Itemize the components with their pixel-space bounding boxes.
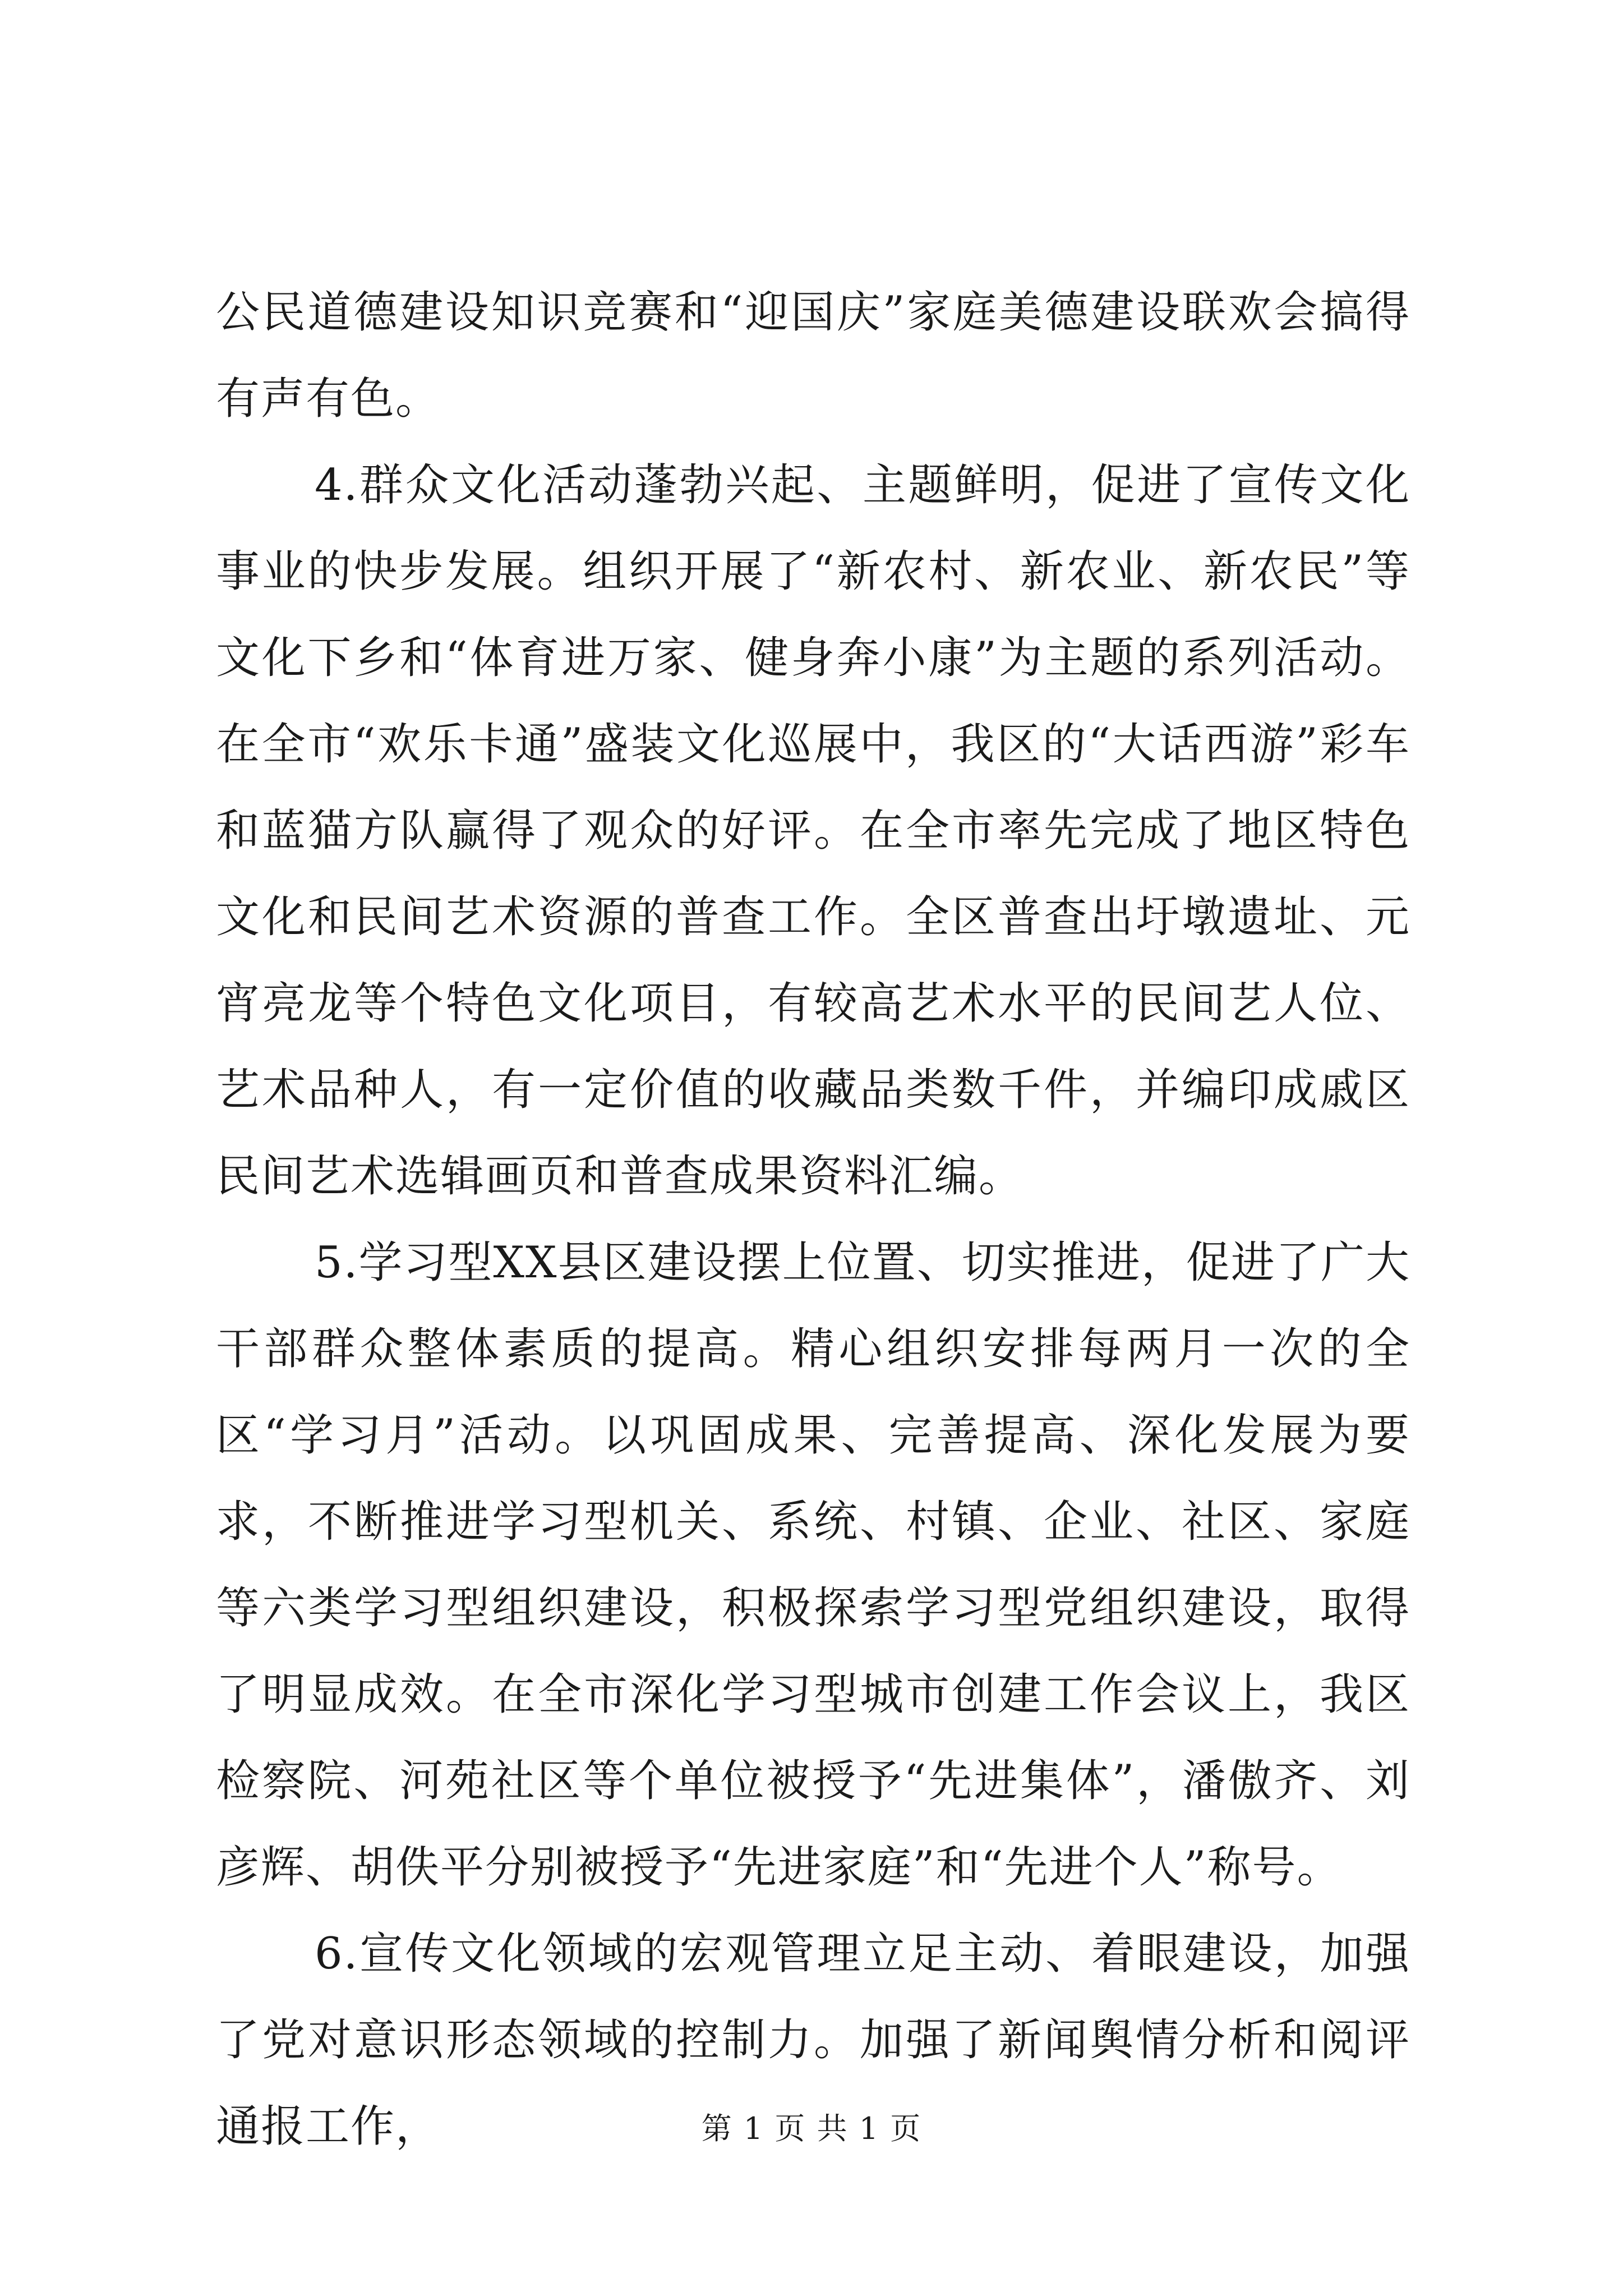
paragraph-item-4: 4.群众文化活动蓬勃兴起、主题鲜明，促进了宣传文化事业的快步发展。组织开展了“新农村、新农业、新农民”等文化下乡和“体育进万家、健身奔小康”为主题的系列活动。在全市“欢乐卡通”盛装文化巡展中，我区的“大话西游”彩车和蓝猫方队赢得了观众的好评。在全市率先完成了地区特色文化和民间艺术资源的普查工作。全区普查出圩墩遗址、元宵亮龙等个特色文化项目，有较高艺术水平的民间艺人位、艺术品种人，有一定价值的收藏品类数千件，并编印成戚区民间艺术选辑画页和普查成果资料汇编。 — [216, 460, 1410, 1202]
paragraph-continuation: 公民道德建设知识竞赛和“迎国庆”家庭美德建设联欢会搞得有声有色。 — [216, 287, 1410, 424]
paragraph-item-6: 6.宣传文化领域的宏观管理立足主动、着眼建设，加强了党对意识形态领域的控制力。加强了新闻舆情分析和阅评通报工作， — [216, 1929, 1410, 2152]
page-number-footer: 第 1 页 共 1 页 — [701, 2111, 922, 2146]
paragraph-item-5: 5.学习型XX县区建设摆上位置、切实推进，促进了广大干部群众整体素质的提高。精心组织安排每两月一次的全区“学习月”活动。以巩固成果、完善提高、深化发展为要求，不断推进学习型机关、系统、村镇、企业、社区、家庭等六类学习型组织建设，积极探索学习型党组织建设，取得了明显成效。在全市深化学习型城市创建工作会议上，我区检察院、河苑社区等个单位被授予“先进集体”，潘傲齐、刘彦辉、胡佚平分别被授予“先进家庭”和“先进个人”称号。 — [216, 1237, 1410, 1893]
document-body — [216, 269, 1410, 2170]
